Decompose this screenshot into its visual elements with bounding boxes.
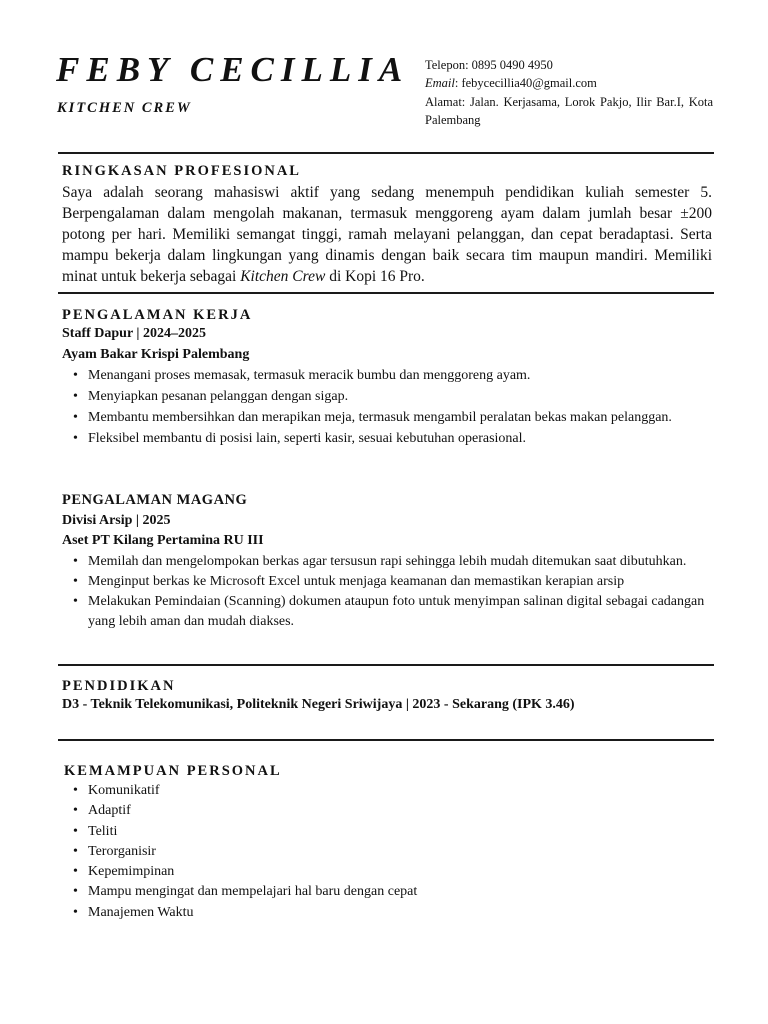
skill-item: • Teliti (62, 822, 712, 842)
candidate-role: KITCHEN CREW (57, 100, 192, 116)
candidate-name: FEBY CECILLIA (56, 50, 410, 89)
email-value: : febycecillia40@gmail.com (454, 76, 597, 91)
work-duties-list (62, 365, 712, 449)
list-item: • Memilah dan mengelompokan berkas agar tersusun rapi sehingga lebih mudah ditemukan saat dibutuhkan. (62, 552, 712, 572)
skill-item: • Manajemen Waktu (62, 903, 712, 923)
summary-heading: RINGKASAN PROFESIONAL (62, 163, 301, 179)
phone-text: Telepon: 0895 0490 4950 (425, 58, 553, 72)
list-item: • Menangani proses memasak, termasuk meracik bumbu dan menggoreng ayam. (62, 365, 712, 386)
skill-item: • Kepemimpinan (62, 862, 712, 882)
summary-text-main: Saya adalah seorang mahasiswi aktif yang sedang menempuh pendidikan kuliah semester 5. Berpengalaman dalam mengolah makanan, termasuk menggoreng ayam dalam jumlah besar ±200 potong per hari. Memiliki semangat tinggi, ramah melayani pelanggan, dan cepat beradaptasi. Serta mampu bekerja dalam lingkungan yang dinamis dengan baik secara tim maupun mandiri. Memiliki minat untuk bekerja sebagai (62, 184, 712, 285)
list-item: • Melakukan Pemindaian (Scanning) dokumen ataupun foto untuk menyimpan salinan digital sebagai cadangan yang lebih aman dan mudah diakses. (62, 592, 712, 633)
internship-heading: PENGALAMAN MAGANG (62, 492, 248, 508)
summary-paragraph (62, 182, 712, 287)
internship-duties-list (62, 552, 712, 633)
skills-list (62, 781, 712, 923)
skills-section (62, 781, 712, 923)
skills-heading: KEMAMPUAN PERSONAL (64, 763, 282, 779)
list-item: • Fleksibel membantu di posisi lain, seperti kasir, sesuai kebutuhan operasional. (62, 428, 712, 449)
divider (58, 152, 714, 154)
summary-text-italic: Kitchen Crew (240, 268, 326, 285)
email-label: Email (425, 76, 455, 91)
list-item: • Menyiapkan pesanan pelanggan dengan sigap. (62, 386, 712, 407)
list-item: • Membantu membersihkan dan merapikan meja, termasuk mengambil peralatan bekas makan pelanggan. (62, 407, 712, 428)
skill-item: • Mampu mengingat dan mempelajari hal baru dengan cepat (62, 882, 712, 902)
email-line (425, 74, 713, 92)
divider (58, 664, 714, 666)
internship-section (62, 490, 712, 633)
internship-position: Divisi Arsip | 2025 (62, 512, 171, 528)
internship-company: Aset PT Kilang Pertamina RU III (62, 533, 264, 548)
skill-item: • Terorganisir (62, 842, 712, 862)
education-entry: D3 - Teknik Telekomunikasi, Politeknik Negeri Sriwijaya | 2023 - Sekarang (IPK 3.46) (62, 697, 575, 712)
work-position: Staff Dapur | 2024–2025 (62, 326, 206, 341)
skill-item: • Adaptif (62, 801, 712, 821)
education-heading: PENDIDIKAN (62, 678, 176, 694)
address-text: Alamat: Jalan. Kerjasama, Lorok Pakjo, Ilir Bar.I, Kota Palembang (425, 94, 713, 127)
work-section (62, 324, 712, 449)
contact-info (425, 56, 713, 129)
work-company: Ayam Bakar Krispi Palembang (62, 346, 250, 362)
divider (58, 292, 714, 294)
skill-item: • Komunikatif (62, 781, 712, 801)
summary-text-end: di Kopi 16 Pro. (325, 268, 425, 285)
list-item: • Menginput berkas ke Microsoft Excel untuk menjaga keamanan dan memastikan kerapian arsip (62, 572, 712, 592)
divider (58, 739, 714, 741)
work-heading: PENGALAMAN KERJA (62, 307, 253, 323)
